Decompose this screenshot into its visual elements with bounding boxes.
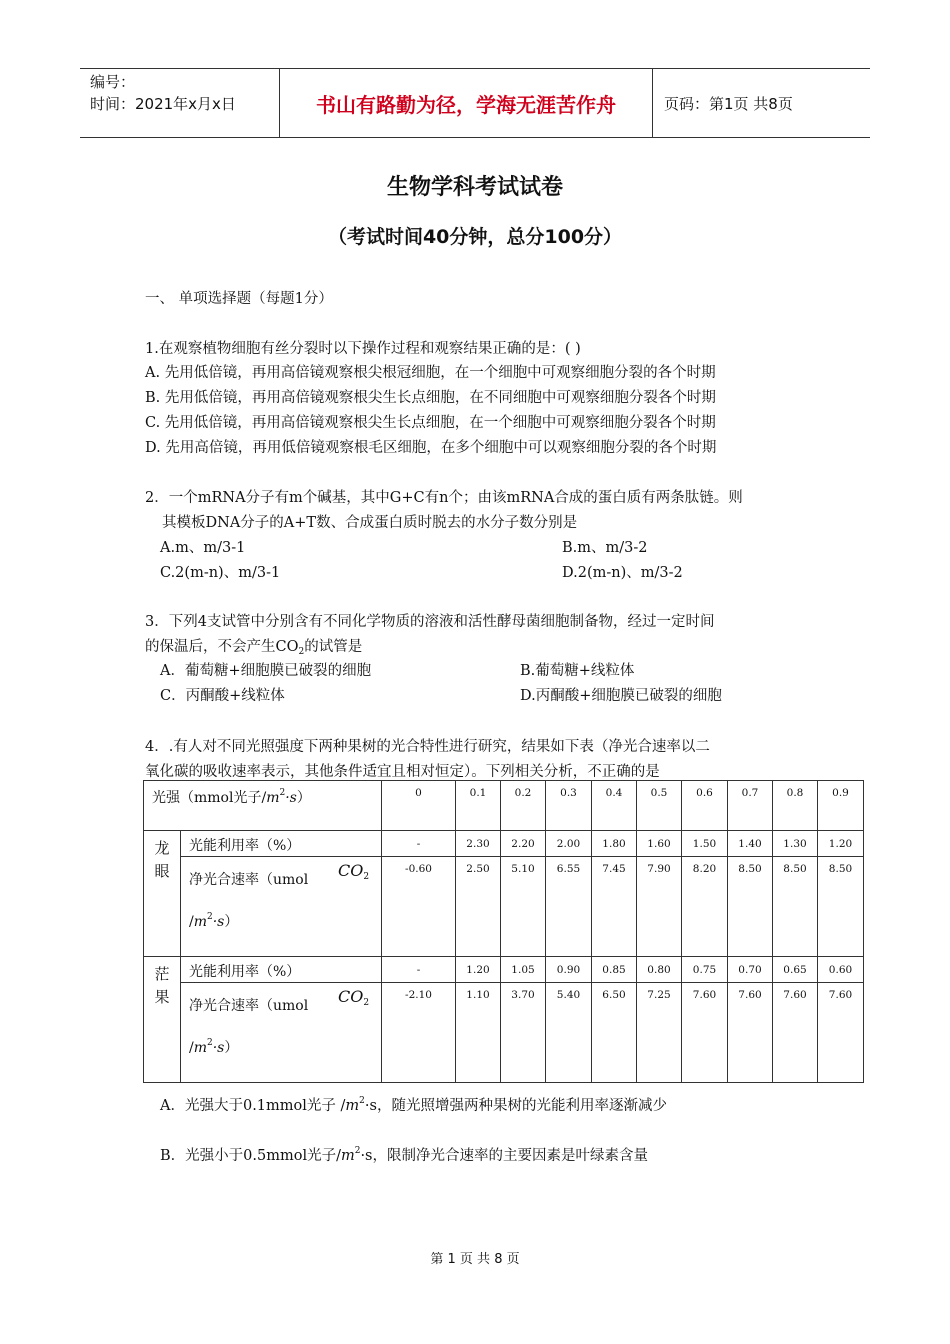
table-cell: 8.20 xyxy=(682,857,728,957)
table-cell: 7.90 xyxy=(637,857,682,957)
table-cell: 2.20 xyxy=(501,831,546,857)
page-title: 生物学科考试试卷 xyxy=(386,175,563,200)
table-cell: 0.65 xyxy=(773,957,818,983)
q1-stem: 1.在观察植物细胞有丝分裂时以下操作过程和观察结果正确的是：( ) xyxy=(145,341,581,357)
header-box xyxy=(80,68,870,138)
page-footer: 第 1 页 共 8 页 xyxy=(430,1252,520,1267)
q3-option-a: A．葡萄糖+细胞膜已破裂的细胞 xyxy=(160,663,372,679)
table-cell: -2.10 xyxy=(382,983,456,1083)
table-cell: 7.25 xyxy=(637,983,682,1083)
table-cell: 7.60 xyxy=(773,983,818,1083)
efficiency-label: 光能利用率（%） xyxy=(181,957,382,983)
q1-option-c: C. 先用低倍镜，再用高倍镜观察根尖生长点细胞，在一个细胞中可观察细胞分裂各个时期 xyxy=(145,415,716,431)
table-row-longan-rate xyxy=(144,857,864,957)
unit-s: ·s xyxy=(212,914,225,930)
co2-formula xyxy=(338,987,369,1006)
co2-c: CO xyxy=(338,861,364,880)
unit-m: m xyxy=(266,790,280,806)
q4-option-a-post: ，随光照增强两种果树的光能利用率逐渐减少 xyxy=(376,1098,667,1114)
q3-stem-2 xyxy=(145,635,362,656)
mango-group-label xyxy=(144,957,181,1083)
table-cell: 1.10 xyxy=(456,983,501,1083)
unit-m: m xyxy=(340,1148,355,1164)
table-cell: 8.50 xyxy=(818,857,864,957)
unit-sup: 2 xyxy=(207,912,213,922)
q3-option-b: B.葡萄糖+线粒体 xyxy=(520,663,635,679)
q3-option-c: C．丙酮酸+线粒体 xyxy=(160,688,285,704)
table-cell: - xyxy=(382,831,456,857)
rate-unit-prefix: / xyxy=(189,1040,194,1056)
unit-s: ·s xyxy=(364,1098,377,1114)
table-cell: 0.8 xyxy=(773,781,818,831)
unit-sup: 2 xyxy=(359,1096,365,1106)
q4-option-a-pre: A．光强大于0.1mmol光子 / xyxy=(160,1098,346,1114)
table-row-light xyxy=(144,781,864,831)
table-cell: 6.55 xyxy=(546,857,592,957)
table-cell: 8.50 xyxy=(728,857,773,957)
rate-unit xyxy=(189,1037,238,1057)
rate-unit-prefix: / xyxy=(189,914,194,930)
table-cell: 0.70 xyxy=(728,957,773,983)
rate-label-cell xyxy=(181,983,382,1083)
co2-subscript: 2 xyxy=(298,647,305,657)
q4-stem-2: 氧化碳的吸收速率表示，其他条件适宜且相对恒定）。下列相关分析，不正确的是 xyxy=(145,764,660,780)
table-row-mango-rate xyxy=(144,983,864,1083)
unit-m: m xyxy=(193,914,207,930)
light-data-table xyxy=(143,780,864,1083)
q1-option-b: B. 先用低倍镜，再用高倍镜观察根尖生长点细胞，在不同细胞中可观察细胞分裂各个时期 xyxy=(145,390,716,406)
table-cell: 7.45 xyxy=(592,857,637,957)
header-left xyxy=(80,69,280,137)
table-cell: 1.80 xyxy=(592,831,637,857)
table-cell: 2.50 xyxy=(456,857,501,957)
unit-sup: 2 xyxy=(207,1038,213,1048)
efficiency-label: 光能利用率（%） xyxy=(181,831,382,857)
table-cell: 3.70 xyxy=(501,983,546,1083)
table-cell: 1.20 xyxy=(818,831,864,857)
co2-sub: 2 xyxy=(363,872,370,882)
table-cell: 5.10 xyxy=(501,857,546,957)
table-row-mango-efficiency xyxy=(144,957,864,983)
number-label: 编号： xyxy=(90,73,136,91)
rate-label: 净光合速率（umol xyxy=(189,872,309,888)
time-label: 时间：2021年x月x日 xyxy=(90,95,236,113)
q3-stem-2b: 的试管是 xyxy=(304,639,363,655)
rate-label: 净光合速率（umol xyxy=(189,998,309,1014)
table-cell: 6.50 xyxy=(592,983,637,1083)
table-row-longan-efficiency xyxy=(144,831,864,857)
table-cell: 0.60 xyxy=(818,957,864,983)
table-cell: 8.50 xyxy=(773,857,818,957)
q4-option-b xyxy=(160,1144,648,1165)
table-cell: 0.85 xyxy=(592,957,637,983)
motto: 书山有路勤为径，学海无涯苦作舟 xyxy=(280,69,653,137)
table-cell: 1.20 xyxy=(456,957,501,983)
q4-option-b-post: ，限制净光合速率的主要因素是叶绿素含量 xyxy=(372,1148,649,1164)
table-cell: 0.3 xyxy=(546,781,592,831)
q2-stem-2: 其模板DNA分子的A+T数、合成蛋白质时脱去的水分子数分别是 xyxy=(162,515,578,531)
section-heading: 一、 单项选择题（每题1分） xyxy=(145,291,333,307)
unit-close: ） xyxy=(224,1040,239,1056)
light-close: ） xyxy=(296,790,311,806)
table-cell: 0.4 xyxy=(592,781,637,831)
q1-option-a: A. 先用低倍镜，再用高倍镜观察根尖根冠细胞，在一个细胞中可观察细胞分裂的各个时期 xyxy=(145,365,716,381)
table-cell: 0 xyxy=(382,781,456,831)
unit-sup: 2 xyxy=(354,1146,361,1156)
table-cell: - xyxy=(382,957,456,983)
q2-option-c: C.2(m-n)、m/3-1 xyxy=(160,565,281,581)
table-cell: 1.30 xyxy=(773,831,818,857)
table-cell: 0.6 xyxy=(682,781,728,831)
table-cell: 1.05 xyxy=(501,957,546,983)
table-cell: 7.60 xyxy=(818,983,864,1083)
unit-s: ·s xyxy=(285,790,297,806)
table-cell: -0.60 xyxy=(382,857,456,957)
q4-stem-1: 4．.有人对不同光照强度下两种果树的光合特性进行研究，结果如下表（净光合速率以二 xyxy=(145,739,710,755)
q2-option-b: B.m、m/3-2 xyxy=(562,540,648,556)
q2-stem-1: 2．一个mRNA分子有m个碱基，其中G+C有n个；由该mRNA合成的蛋白质有两条肽链。则 xyxy=(145,490,743,506)
table-cell: 1.40 xyxy=(728,831,773,857)
q4-option-a xyxy=(160,1094,667,1115)
q2-option-d: D.2(m-n)、m/3-2 xyxy=(562,565,683,581)
q3-stem-1: 3．下列4支试管中分别含有不同化学物质的溶液和活性酵母菌细胞制备物，经过一定时间 xyxy=(145,614,715,630)
longan-name: 龙眼 xyxy=(154,839,170,880)
page-info: 页码：第1页 共8页 xyxy=(664,94,793,113)
co2-c: CO xyxy=(338,987,364,1006)
light-label: 光强（mmol光子/ xyxy=(152,790,267,806)
q3-option-d: D.丙酮酸+细胞膜已破裂的细胞 xyxy=(520,688,722,704)
co2-formula xyxy=(338,861,369,880)
unit-s: ·s xyxy=(360,1148,373,1164)
longan-group-label xyxy=(144,831,181,957)
page-subtitle: （考试时间40分钟，总分100分） xyxy=(327,226,623,248)
unit-close: ） xyxy=(224,914,239,930)
table-cell: 5.40 xyxy=(546,983,592,1083)
table-cell: 0.1 xyxy=(456,781,501,831)
table-cell: 0.90 xyxy=(546,957,592,983)
table-cell: 2.30 xyxy=(456,831,501,857)
table-cell: 2.00 xyxy=(546,831,592,857)
light-label-cell xyxy=(144,781,382,831)
table-cell: 0.80 xyxy=(637,957,682,983)
table-cell: 1.50 xyxy=(682,831,728,857)
unit-s: ·s xyxy=(212,1040,225,1056)
q1-option-d: D. 先用高倍镜，再用低倍镜观察根毛区细胞，在多个细胞中可以观察细胞分裂的各个时期 xyxy=(145,440,717,456)
rate-label-cell xyxy=(181,857,382,957)
table-cell: 7.60 xyxy=(728,983,773,1083)
table-cell: 0.5 xyxy=(637,781,682,831)
table-cell: 0.2 xyxy=(501,781,546,831)
unit-m: m xyxy=(345,1098,360,1114)
q2-option-a: A.m、m/3-1 xyxy=(160,540,246,556)
unit-m: m xyxy=(193,1040,207,1056)
co2-sub: 2 xyxy=(363,998,370,1008)
unit-sup: 2 xyxy=(279,788,286,798)
rate-unit xyxy=(189,911,238,931)
table-cell: 0.7 xyxy=(728,781,773,831)
table-cell: 0.9 xyxy=(818,781,864,831)
q4-option-b-pre: B．光强小于0.5mmol光子/ xyxy=(160,1148,341,1164)
table-cell: 0.75 xyxy=(682,957,728,983)
q3-stem-2a: 的保温后，不会产生CO xyxy=(145,639,299,655)
table-cell: 1.60 xyxy=(637,831,682,857)
table-cell: 7.60 xyxy=(682,983,728,1083)
mango-name: 茫果 xyxy=(154,965,170,1006)
